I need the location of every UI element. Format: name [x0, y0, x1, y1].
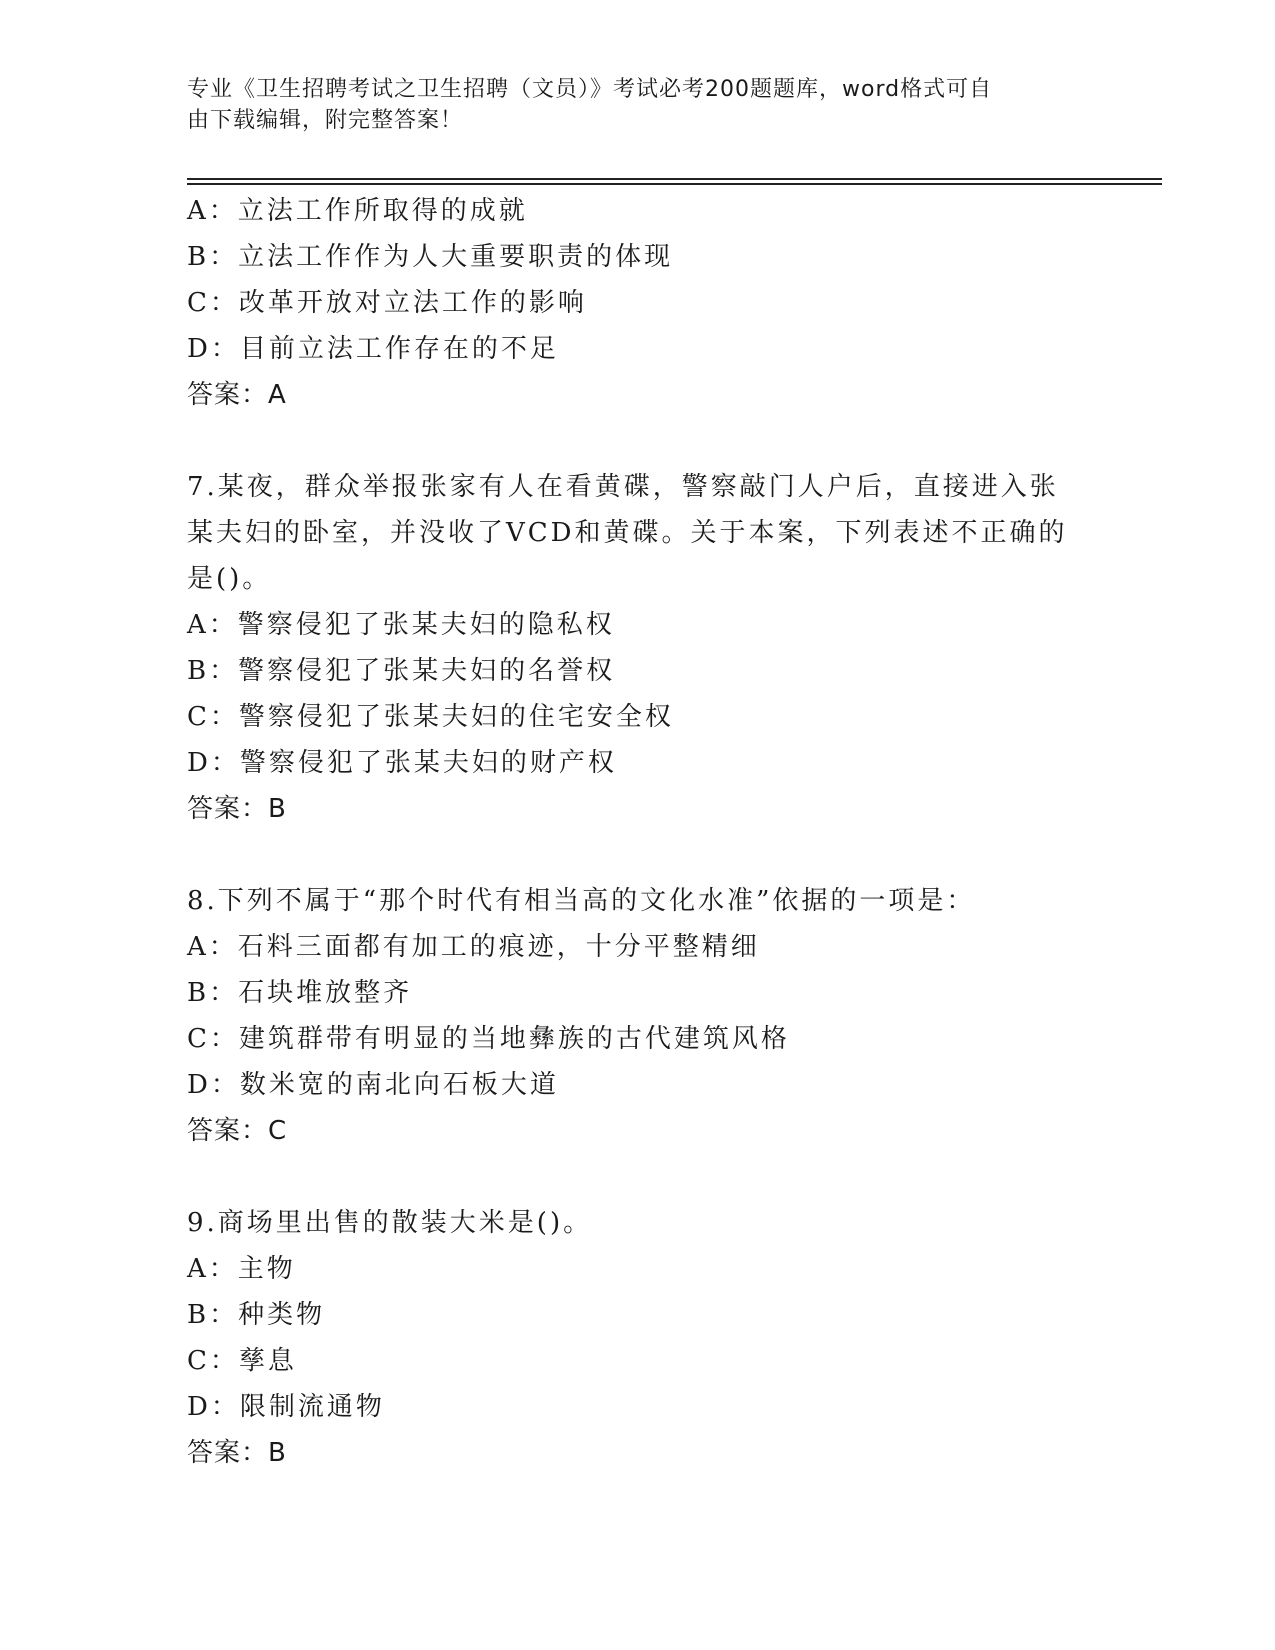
question-line: 9.商场里出售的散装大米是()。: [187, 1208, 593, 1238]
answer-line: 答案：B: [187, 1438, 287, 1468]
option-c: C：改革开放对立法工作的影响: [187, 288, 587, 318]
question-block-8: [187, 878, 1067, 1154]
question-list: [187, 188, 1067, 1476]
option-b: B：立法工作作为人大重要职责的体现: [187, 242, 674, 272]
spacer: [187, 832, 1067, 878]
option-d: D：数米宽的南北向石板大道: [187, 1070, 559, 1100]
header-divider-top: [187, 178, 1162, 180]
option-a: A：立法工作所取得的成就: [187, 196, 528, 226]
question-text: [187, 1200, 1067, 1246]
question-block-7: [187, 464, 1067, 832]
spacer: [187, 418, 1067, 464]
header-line-2: 由下载编辑，附完整答案！: [187, 108, 464, 133]
option-d: D：警察侵犯了张某夫妇的财产权: [187, 748, 617, 778]
question-block-9: [187, 1200, 1067, 1476]
header-divider-bottom: [187, 183, 1162, 185]
option-b: B：石块堆放整齐: [187, 978, 413, 1008]
header-line-1: 专业《卫生招聘考试之卫生招聘（文员）》考试必考200题题库，word格式可自: [187, 77, 993, 102]
spacer: [187, 1154, 1067, 1200]
answer-line: 答案：C: [187, 1116, 288, 1146]
question-block-6: [187, 188, 1067, 418]
question-line: 某夫妇的卧室，并没收了VCD和黄碟。关于本案，下列表述不正确的: [187, 518, 1068, 548]
document-header: [187, 74, 1067, 136]
question-text: [187, 878, 1067, 924]
question-line: 8.下列不属于“那个时代有相当高的文化水准”依据的一项是：: [187, 886, 976, 916]
option-c: C：孳息: [187, 1346, 297, 1376]
answer-line: 答案：A: [187, 380, 287, 410]
question-line: 7.某夜，群众举报张家有人在看黄碟，警察敲门人户后，直接进入张: [187, 472, 1059, 502]
option-a: A：主物: [187, 1254, 296, 1284]
option-a: A：警察侵犯了张某夫妇的隐私权: [187, 610, 615, 640]
option-c: C：建筑群带有明显的当地彝族的古代建筑风格: [187, 1024, 790, 1054]
answer-line: 答案：B: [187, 794, 287, 824]
option-a: A：石料三面都有加工的痕迹，十分平整精细: [187, 932, 760, 962]
question-line: 是()。: [187, 564, 272, 594]
option-c: C：警察侵犯了张某夫妇的住宅安全权: [187, 702, 674, 732]
option-d: D：目前立法工作存在的不足: [187, 334, 559, 364]
option-d: D：限制流通物: [187, 1392, 385, 1422]
question-text: [187, 464, 1067, 602]
option-b: B：警察侵犯了张某夫妇的名誉权: [187, 656, 616, 686]
option-b: B：种类物: [187, 1300, 326, 1330]
